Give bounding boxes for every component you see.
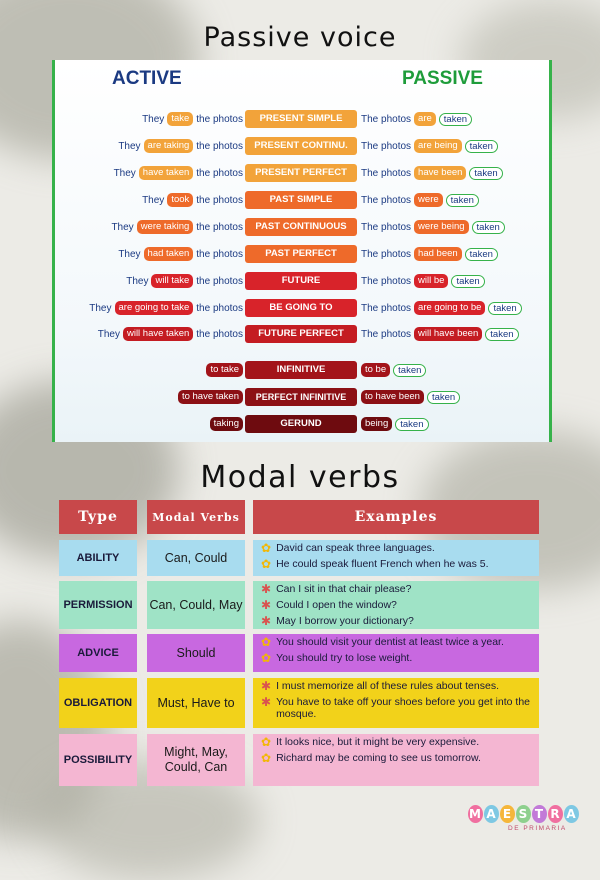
tense-label: PRESENT PERFECT xyxy=(245,164,357,182)
passive-auxiliary: had been xyxy=(414,247,462,261)
example-text: David can speak three languages. xyxy=(276,542,435,554)
tense-row xyxy=(55,137,549,155)
active-verb: take xyxy=(167,112,193,126)
past-participle: taken xyxy=(485,328,518,341)
passive-voice-title: Passive voice xyxy=(203,22,397,53)
example-text: You should visit your dentist at least twice a year. xyxy=(276,636,504,648)
flower-icon: ✿ xyxy=(261,751,272,765)
logo-letter: E xyxy=(500,805,515,823)
tense-row xyxy=(55,110,549,128)
active-verb: were taking xyxy=(137,220,194,234)
object: the photos xyxy=(196,140,243,152)
example-line xyxy=(261,652,412,664)
example-line xyxy=(261,636,504,648)
object: the photos xyxy=(196,194,243,206)
object: the photos xyxy=(196,113,243,125)
form-label: INFINITIVE xyxy=(245,361,357,379)
flower-icon: ✿ xyxy=(261,735,272,749)
modal-verbs: Can, Could, May xyxy=(147,581,245,629)
subject: They xyxy=(111,221,134,233)
active-sentence xyxy=(89,301,243,315)
tense-row xyxy=(55,164,549,182)
active-sentence xyxy=(142,112,243,126)
subject: They xyxy=(118,248,141,260)
passive-subject: The photos xyxy=(361,113,412,125)
active-verb: took xyxy=(167,193,193,207)
active-verb: had taken xyxy=(144,247,194,261)
past-participle: taken xyxy=(395,418,428,431)
active-form-verb: to have taken xyxy=(178,390,243,404)
past-participle: taken xyxy=(393,364,426,377)
modal-examples xyxy=(253,581,539,629)
tense-label: PAST PERFECT xyxy=(245,245,357,263)
example-line xyxy=(261,752,481,764)
active-verb: have taken xyxy=(139,166,193,180)
passive-subject: The photos xyxy=(361,328,412,340)
passive-auxiliary: are xyxy=(414,112,436,126)
past-participle: taken xyxy=(465,140,498,153)
active-verb: are taking xyxy=(144,139,194,153)
subject: They xyxy=(142,113,165,125)
passive-subject: The photos xyxy=(361,194,412,206)
subject: They xyxy=(89,302,112,314)
active-verb: will take xyxy=(151,274,193,288)
tense-label: FUTURE PERFECT xyxy=(245,325,357,343)
modal-examples xyxy=(253,734,539,786)
modal-type: ADVICE xyxy=(59,634,137,672)
active-sentence xyxy=(118,139,243,153)
passive-form xyxy=(361,363,426,377)
past-participle: taken xyxy=(446,194,479,207)
passive-form-aux: to be xyxy=(361,363,390,377)
example-text: Can I sit in that chair please? xyxy=(276,583,412,595)
logo-letter: R xyxy=(548,805,563,823)
passive-sentence xyxy=(361,193,479,207)
logo-letter: S xyxy=(516,805,531,823)
active-form xyxy=(210,417,243,431)
modal-verbs: Should xyxy=(147,634,245,672)
passive-chart xyxy=(52,60,552,442)
example-line xyxy=(261,583,411,595)
example-text: It looks nice, but it might be very expensive. xyxy=(276,736,480,748)
modal-verbs-table xyxy=(59,500,539,792)
form-row xyxy=(55,415,549,433)
active-sentence xyxy=(114,166,243,180)
passive-form xyxy=(361,390,460,404)
active-sentence xyxy=(111,220,243,234)
passive-sentence xyxy=(361,139,498,153)
asterisk-icon: ✱ xyxy=(261,679,272,693)
passive-sentence xyxy=(361,327,519,341)
passive-sentence xyxy=(361,220,505,234)
tense-label: PRESENT CONTINU. xyxy=(245,137,357,155)
past-participle: taken xyxy=(451,275,484,288)
passive-subject: The photos xyxy=(361,221,412,233)
passive-sentence xyxy=(361,112,472,126)
logo-letter: A xyxy=(484,805,499,823)
active-verb: are going to take xyxy=(115,301,194,315)
subject: They xyxy=(113,167,136,179)
passive-header: PASSIVE xyxy=(402,68,483,89)
modal-verbs: Must, Have to xyxy=(147,678,245,728)
asterisk-icon: ✱ xyxy=(261,614,272,628)
tense-row xyxy=(55,218,549,236)
object: the photos xyxy=(196,221,243,233)
passive-auxiliary: will be xyxy=(414,274,448,288)
modal-verbs-title: Modal verbs xyxy=(200,460,400,495)
passive-form-aux: to have been xyxy=(361,390,424,404)
form-label: PERFECT INFINITIVE xyxy=(245,388,357,406)
passive-form-aux: being xyxy=(361,417,392,431)
logo-letter: M xyxy=(469,807,482,821)
logo-subtitle: DE PRIMARIA xyxy=(508,825,567,832)
subject: They xyxy=(97,328,120,340)
example-line xyxy=(261,696,539,720)
flower-icon: ✿ xyxy=(261,635,272,649)
example-text: He could speak fluent French when he was 5. xyxy=(276,558,489,570)
modal-type: OBLIGATION xyxy=(59,678,137,728)
form-row xyxy=(55,361,549,379)
modal-examples xyxy=(253,634,539,672)
past-participle: taken xyxy=(472,221,505,234)
passive-subject: The photos xyxy=(361,140,412,152)
modal-verbs: Can, Could xyxy=(147,540,245,576)
object: the photos xyxy=(196,167,243,179)
form-label: GERUND xyxy=(245,415,357,433)
modal-examples xyxy=(253,678,539,728)
subject: They xyxy=(142,194,165,206)
passive-auxiliary: were being xyxy=(414,220,468,234)
example-line xyxy=(261,558,489,570)
tense-label: BE GOING TO xyxy=(245,299,357,317)
active-form-verb: taking xyxy=(210,417,243,431)
past-participle: taken xyxy=(469,167,502,180)
asterisk-icon: ✱ xyxy=(261,582,272,596)
tense-row xyxy=(55,299,549,317)
tense-row xyxy=(55,272,549,290)
passive-sentence xyxy=(361,247,498,261)
object: the photos xyxy=(196,302,243,314)
tense-label: FUTURE xyxy=(245,272,357,290)
passive-sentence xyxy=(361,301,522,315)
past-participle: taken xyxy=(465,248,498,261)
active-form xyxy=(178,390,243,404)
maestra-logo xyxy=(468,805,588,840)
subject: They xyxy=(126,275,149,287)
modal-type: ABILITY xyxy=(59,540,137,576)
object: the photos xyxy=(196,328,243,340)
passive-auxiliary: are being xyxy=(414,139,462,153)
example-line xyxy=(261,599,397,611)
passive-auxiliary: were xyxy=(414,193,443,207)
example-line xyxy=(261,615,414,627)
tense-label: PRESENT SIMPLE xyxy=(245,110,357,128)
modal-type: PERMISSION xyxy=(59,581,137,629)
object: the photos xyxy=(196,248,243,260)
passive-auxiliary: have been xyxy=(414,166,466,180)
passive-subject: The photos xyxy=(361,275,412,287)
tense-label: PAST SIMPLE xyxy=(245,191,357,209)
flower-icon: ✿ xyxy=(261,557,272,571)
active-sentence xyxy=(126,274,243,288)
passive-auxiliary: will have been xyxy=(414,327,482,341)
passive-form xyxy=(361,417,429,431)
subject: They xyxy=(118,140,141,152)
tense-row xyxy=(55,245,549,263)
past-participle: taken xyxy=(439,113,472,126)
active-form-verb: to take xyxy=(206,363,243,377)
modal-verbs-header: Modal Verbs xyxy=(147,500,245,534)
logo-letter: T xyxy=(532,805,547,823)
tense-row xyxy=(55,325,549,343)
active-header: ACTIVE xyxy=(112,68,182,89)
example-text: I must memorize all of these rules about tenses. xyxy=(276,680,499,692)
example-line xyxy=(261,736,479,748)
flower-icon: ✿ xyxy=(261,541,272,555)
example-text: Richard may be coming to see us tomorrow. xyxy=(276,752,481,764)
tense-row xyxy=(55,191,549,209)
example-text: May I borrow your dictionary? xyxy=(276,615,414,627)
example-line xyxy=(261,680,499,692)
form-row xyxy=(55,388,549,406)
example-text: You should try to lose weight. xyxy=(276,652,413,664)
examples-header: Examples xyxy=(253,500,539,534)
object: the photos xyxy=(196,275,243,287)
modal-verbs: Might, May, Could, Can xyxy=(147,734,245,786)
type-header: Type xyxy=(59,500,137,534)
tense-label: PAST CONTINUOUS xyxy=(245,218,357,236)
active-sentence xyxy=(98,327,243,341)
modal-type: POSSIBILITY xyxy=(59,734,137,786)
past-participle: taken xyxy=(427,391,460,404)
flower-icon: ✿ xyxy=(261,651,272,665)
passive-subject: The photos xyxy=(361,302,412,314)
asterisk-icon: ✱ xyxy=(261,598,272,612)
passive-subject: The photos xyxy=(361,167,412,179)
active-verb: will have taken xyxy=(123,327,193,341)
active-sentence xyxy=(142,193,243,207)
example-text: You have to take off your shoes before you get into the mosque. xyxy=(276,696,530,720)
passive-auxiliary: are going to be xyxy=(414,301,485,315)
example-text: Could I open the window? xyxy=(276,599,397,611)
active-sentence xyxy=(118,247,243,261)
asterisk-icon: ✱ xyxy=(261,695,272,709)
passive-subject: The photos xyxy=(361,248,412,260)
passive-sentence xyxy=(361,274,485,288)
active-form xyxy=(206,363,243,377)
modal-examples xyxy=(253,540,539,576)
logo-letter: A xyxy=(564,805,579,823)
passive-sentence xyxy=(361,166,503,180)
past-participle: taken xyxy=(488,302,521,315)
example-line xyxy=(261,542,435,554)
